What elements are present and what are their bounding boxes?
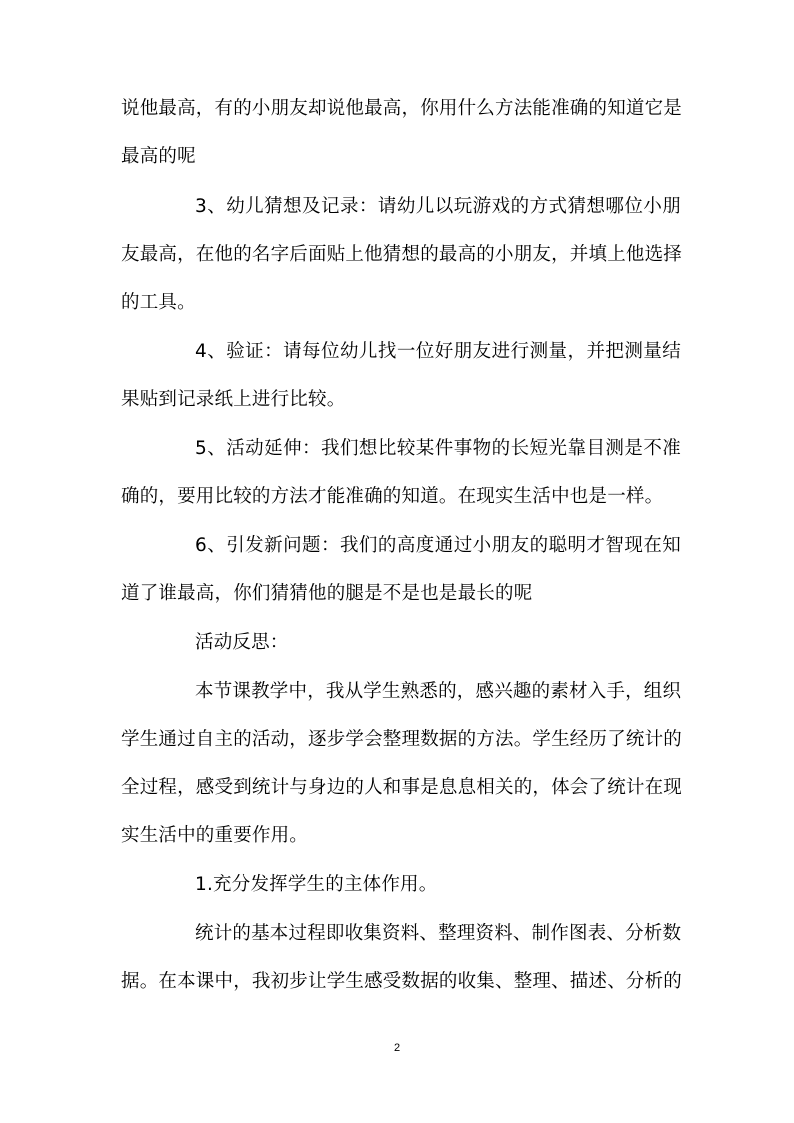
paragraph-line: 的工具。 [121,292,196,313]
paragraph-line: 6、引发新问题：我们的高度通过小朋友的聪明才智现在知 [195,535,681,556]
paragraph-line: 最高的呢 [121,146,196,167]
section-heading: 活动反思： [195,632,289,653]
paragraph-line: 据。在本课中，我初步让学生感受数据的收集、整理、描述、分析的 [121,971,683,992]
paragraph-line: 全过程，感受到统计与身边的人和事是息息相关的，体会了统计在现 [121,777,683,798]
paragraph-line: 友最高，在他的名字后面贴上他猜想的最高的小朋友，并填上他选择 [121,244,683,265]
paragraph-line: 本节课教学中，我从学生熟悉的，感兴趣的素材入手，组织 [195,681,682,702]
page-number: 2 [393,1042,401,1054]
paragraph-line: 果贴到记录纸上进行比较。 [121,389,346,410]
paragraph-line: 道了谁最高，你们猜猜他的腿是不是也是最长的呢 [121,583,533,604]
paragraph-line: 统计的基本过程即收集资料、整理资料、制作图表、分析数 [195,923,682,944]
paragraph-line: 学生通过自主的活动，逐步学会整理数据的方法。学生经历了统计的 [121,729,683,750]
paragraph-line: 说他最高，有的小朋友却说他最高，你用什么方法能准确的知道它是 [121,98,683,119]
paragraph-line: 4、验证：请每位幼儿找一位好朋友进行测量，并把测量结 [195,341,681,362]
paragraph-line: 5、活动延伸：我们想比较某件事物的长短光靠目测是不准 [195,438,681,459]
paragraph-line: 3、幼儿猜想及记录：请幼儿以玩游戏的方式猜想哪位小朋 [195,196,681,217]
subheading: 1.充分发挥学生的主体作用。 [195,874,438,895]
paragraph-line: 确的，要用比较的方法才能准确的知道。在现实生活中也是一样。 [121,486,664,507]
paragraph-line: 实生活中的重要作用。 [121,825,309,846]
